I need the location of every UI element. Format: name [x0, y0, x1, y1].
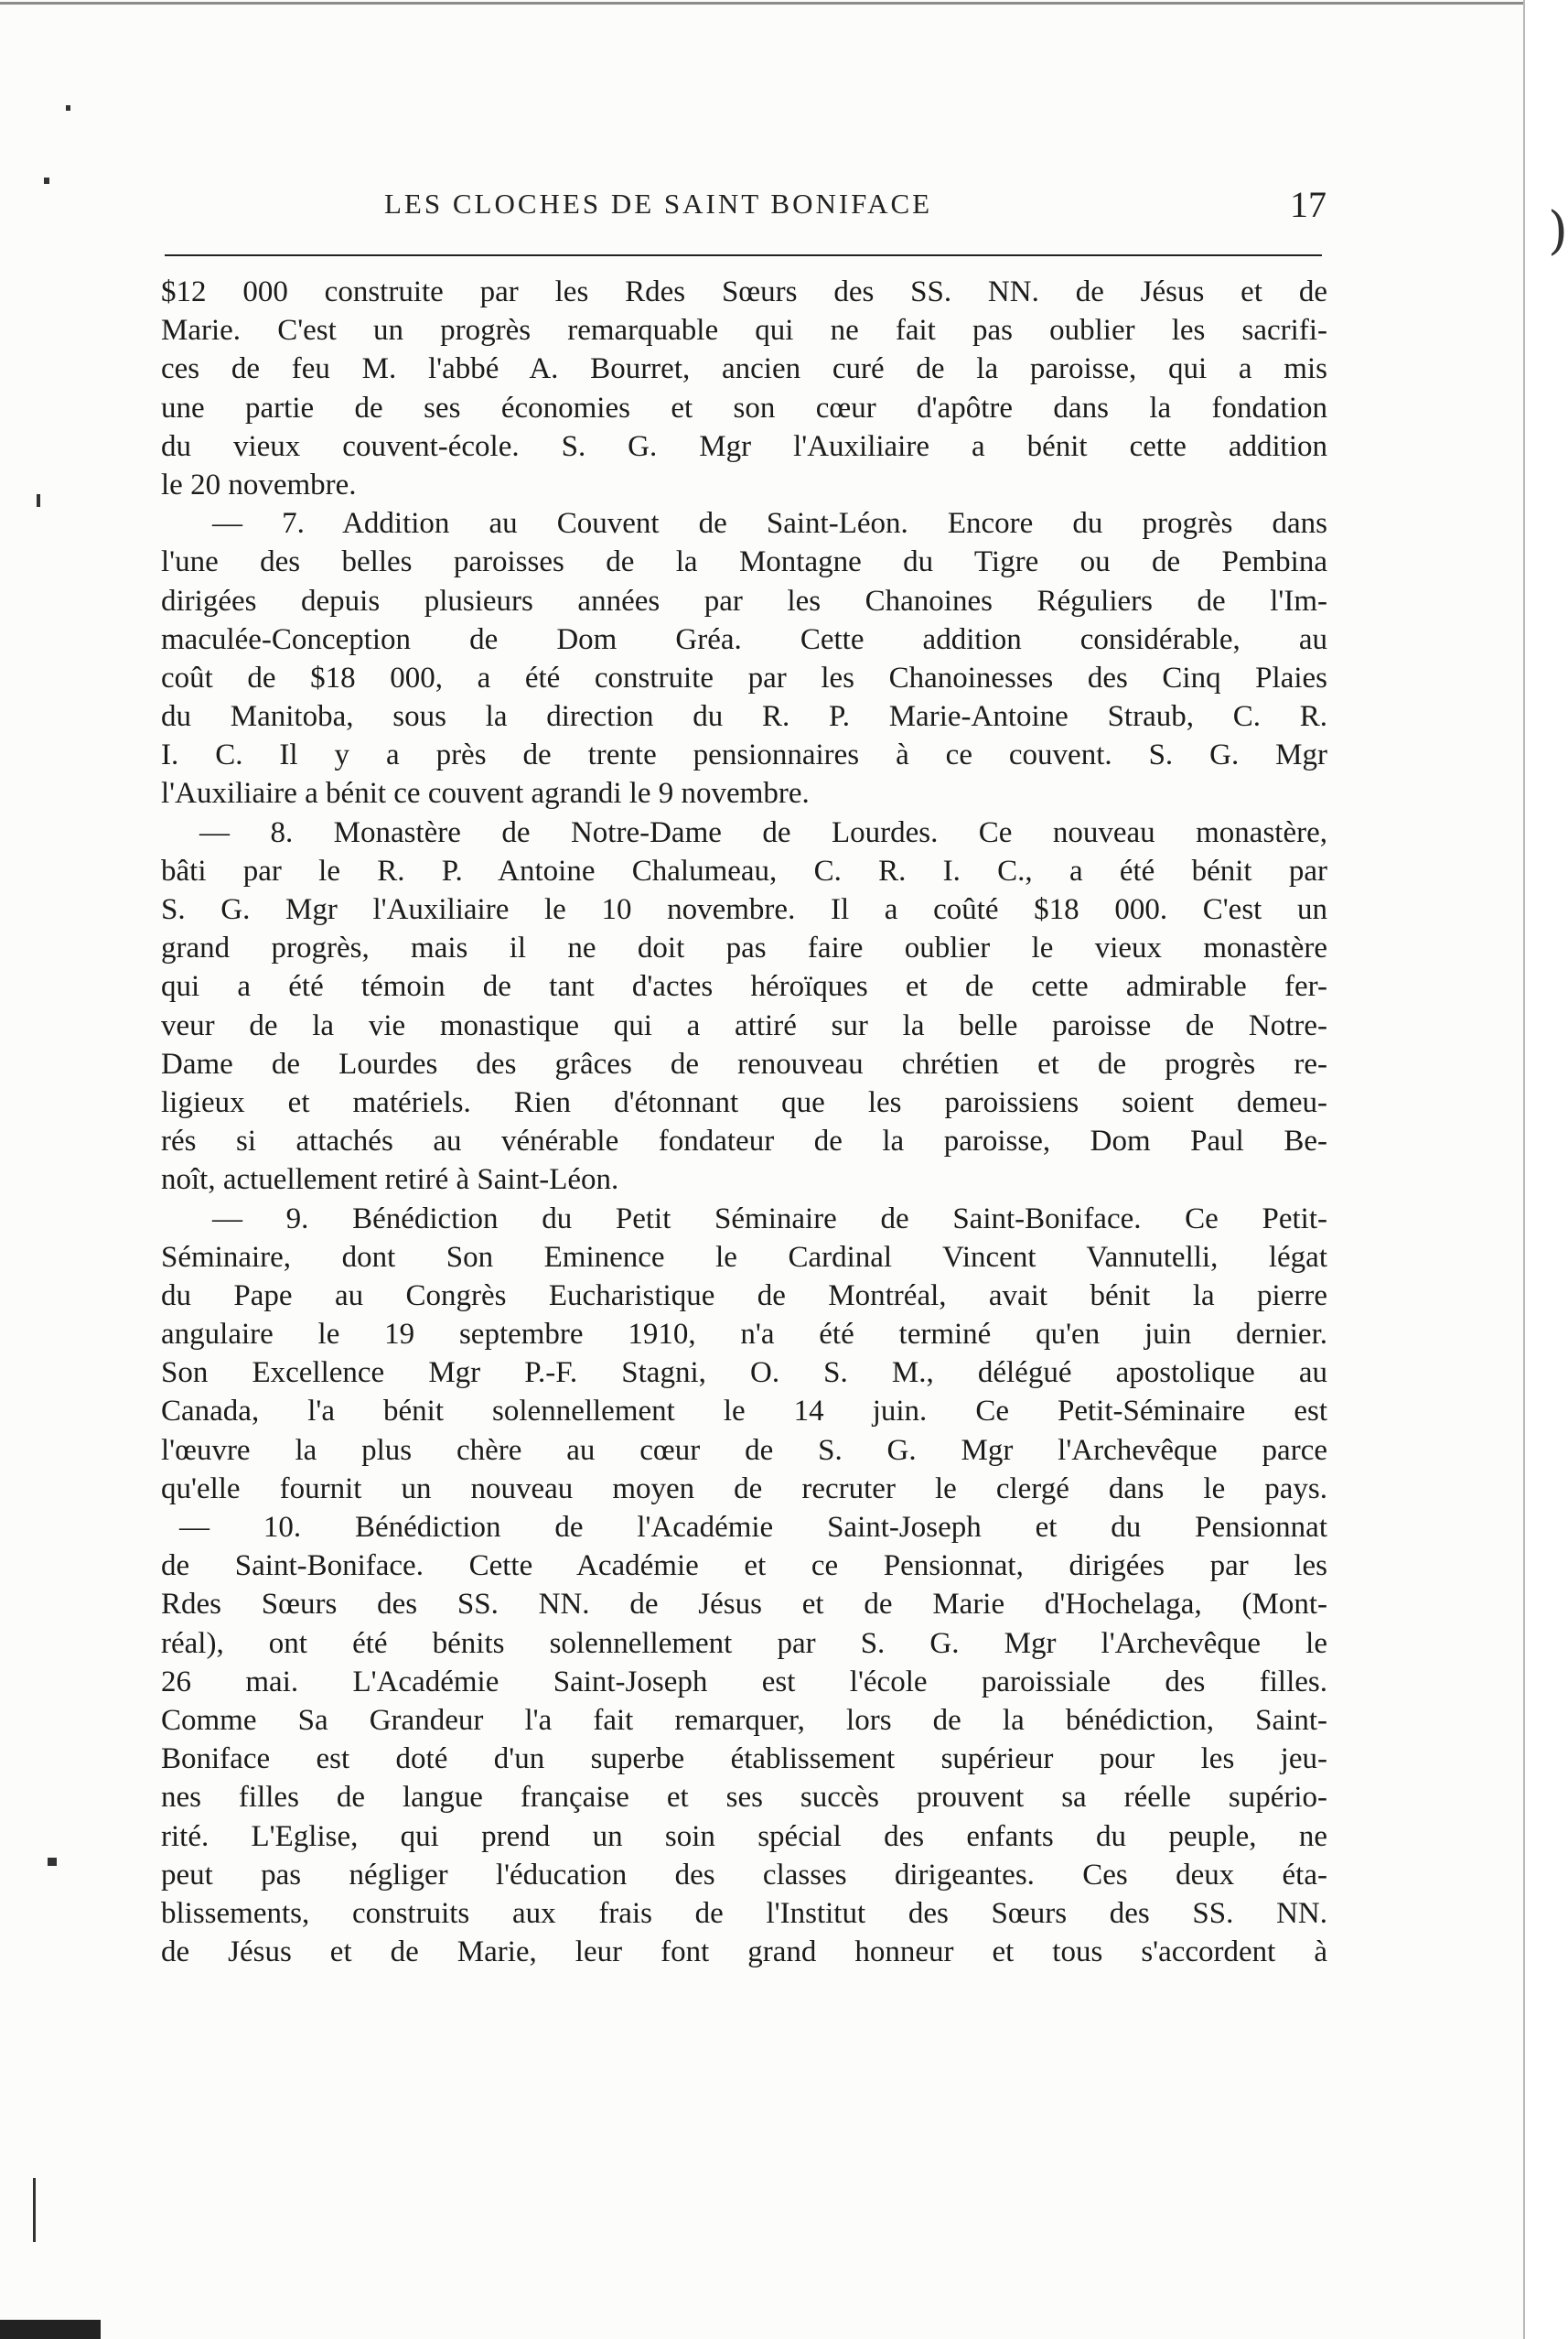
- text-line: l'une des belles paroisses de la Montagne du Tigre ou de Pembina: [161, 545, 1327, 579]
- text-line: rité. L'Eglise, qui prend un soin spécial des enfants du peuple, ne: [161, 1819, 1327, 1853]
- text-line: nes filles de langue française et ses succès prouvent sa réelle supério-: [161, 1781, 1327, 1815]
- page-number: 17: [1290, 184, 1326, 225]
- text-line: I. C. Il y a près de trente pensionnaires à ce couvent. S. G. Mgr: [161, 738, 1327, 772]
- text-line: Marie. C'est un progrès remarquable qui ne fait pas oublier les sacrifi-: [161, 314, 1327, 348]
- body-text: [161, 273, 1327, 1971]
- scan-speck: [48, 1858, 57, 1866]
- text-line: réal), ont été bénits solennellement par S. G. Mgr l'Archevêque le: [161, 1626, 1327, 1660]
- text-line: de Jésus et de Marie, leur font grand honneur et tous s'accordent à: [161, 1935, 1327, 1969]
- text-line: $12 000 construite par les Rdes Sœurs des SS. NN. de Jésus et de: [161, 275, 1327, 308]
- text-line: le 20 novembre.: [161, 468, 357, 501]
- text-line: maculée-Conception de Dom Gréa. Cette addition considérable, au: [161, 622, 1327, 656]
- scan-speck: [37, 494, 40, 507]
- text-line: — 7. Addition au Couvent de Saint-Léon. Encore du progrès dans: [212, 507, 1327, 541]
- text-line: l'Auxiliaire a bénit ce couvent agrandi le 9 novembre.: [161, 777, 810, 811]
- paragraph-item-9: [161, 1200, 1327, 1509]
- text-line: 26 mai. L'Académie Saint-Joseph est l'école paroissiale des filles.: [161, 1665, 1327, 1698]
- text-line: peut pas négliger l'éducation des classes dirigeantes. Ces deux éta-: [161, 1858, 1327, 1892]
- text-line: ces de feu M. l'abbé A. Bourret, ancien curé de la paroisse, qui a mis: [161, 352, 1327, 386]
- text-line: — 10. Bénédiction de l'Académie Saint-Joseph et du Pensionnat: [179, 1511, 1327, 1544]
- text-line: — 8. Monastère de Notre-Dame de Lourdes. Ce nouveau monastère,: [199, 815, 1327, 849]
- text-line: bâti par le R. P. Antoine Chalumeau, C. R. I. C., a été bénit par: [161, 854, 1327, 888]
- text-line: qui a été témoin de tant d'actes héroïques et de cette admirable fer-: [161, 970, 1327, 1004]
- text-line: grand progrès, mais il ne doit pas faire oublier le vieux monastère: [161, 932, 1327, 965]
- text-line: veur de la vie monastique qui a attiré sur la belle paroisse de Notre-: [161, 1008, 1327, 1042]
- text-line: du Pape au Congrès Eucharistique de Montréal, avait bénit la pierre: [161, 1278, 1327, 1312]
- text-line: coût de $18 000, a été construite par les Chanoinesses des Cinq Plaies: [161, 661, 1327, 695]
- scan-right-margin: [1523, 0, 1566, 2339]
- text-line: rés si attachés au vénérable fondateur de la paroisse, Dom Paul Be-: [161, 1125, 1327, 1159]
- text-line: dirigées depuis plusieurs années par les Chanoines Réguliers de l'Im-: [161, 584, 1327, 618]
- text-line: Séminaire, dont Son Eminence le Cardinal Vincent Vannutelli, légat: [161, 1240, 1327, 1274]
- text-line: Canada, l'a bénit solennellement le 14 juin. Ce Petit-Séminaire est: [161, 1395, 1327, 1428]
- scan-top-edge: [0, 2, 1564, 5]
- text-line: Son Excellence Mgr P.-F. Stagni, O. S. M., délégué apostolique au: [161, 1356, 1327, 1390]
- scan-corner-mark: [0, 2320, 101, 2339]
- text-line: S. G. Mgr l'Auxiliaire le 10 novembre. Il a coûté $18 000. C'est un: [161, 893, 1327, 926]
- running-title: LES CLOCHES DE SAINT BONIFACE: [384, 188, 933, 220]
- text-line: noît, actuellement retiré à Saint-Léon.: [161, 1163, 619, 1197]
- text-line: ligieux et matériels. Rien d'étonnant que les paroissiens soient demeu-: [161, 1085, 1327, 1119]
- scan-speck: [33, 2178, 36, 2242]
- paragraph-continuation: [161, 273, 1327, 504]
- text-line: Boniface est doté d'un superbe établissement supérieur pour les jeu-: [161, 1742, 1327, 1776]
- text-line: qu'elle fournit un nouveau moyen de recruter le clergé dans le pays.: [161, 1471, 1327, 1505]
- text-line: — 9. Bénédiction du Petit Séminaire de Saint-Boniface. Ce Petit-: [212, 1202, 1327, 1235]
- paragraph-item-8: [161, 814, 1327, 1200]
- paragraph-item-10: [161, 1508, 1327, 1971]
- text-line: de Saint-Boniface. Cette Académie et ce Pensionnat, dirigées par les: [161, 1549, 1327, 1583]
- text-line: angulaire le 19 septembre 1910, n'a été terminé qu'en juin dernier.: [161, 1318, 1327, 1352]
- text-line: une partie de ses économies et son cœur d'apôtre dans la fondation: [161, 391, 1327, 425]
- scan-edge-mark-icon: ): [1548, 201, 1568, 261]
- text-line: Comme Sa Grandeur l'a fait remarquer, lors de la bénédiction, Saint-: [161, 1703, 1327, 1737]
- text-line: Dame de Lourdes des grâces de renouveau chrétien et de progrès re-: [161, 1047, 1327, 1081]
- text-line: blissements, construits aux frais de l'Institut des Sœurs des SS. NN.: [161, 1896, 1327, 1930]
- paragraph-item-7: [161, 504, 1327, 814]
- header-rule: [165, 254, 1322, 256]
- text-line: l'œuvre la plus chère au cœur de S. G. Mgr l'Archevêque parce: [161, 1433, 1327, 1467]
- scan-speck: [66, 105, 70, 111]
- scan-speck: [44, 178, 49, 184]
- text-line: du Manitoba, sous la direction du R. P. Marie-Antoine Straub, C. R.: [161, 700, 1327, 734]
- text-line: Rdes Sœurs des SS. NN. de Jésus et de Marie d'Hochelaga, (Mont-: [161, 1588, 1327, 1622]
- text-line: du vieux couvent-école. S. G. Mgr l'Auxiliaire a bénit cette addition: [161, 429, 1327, 463]
